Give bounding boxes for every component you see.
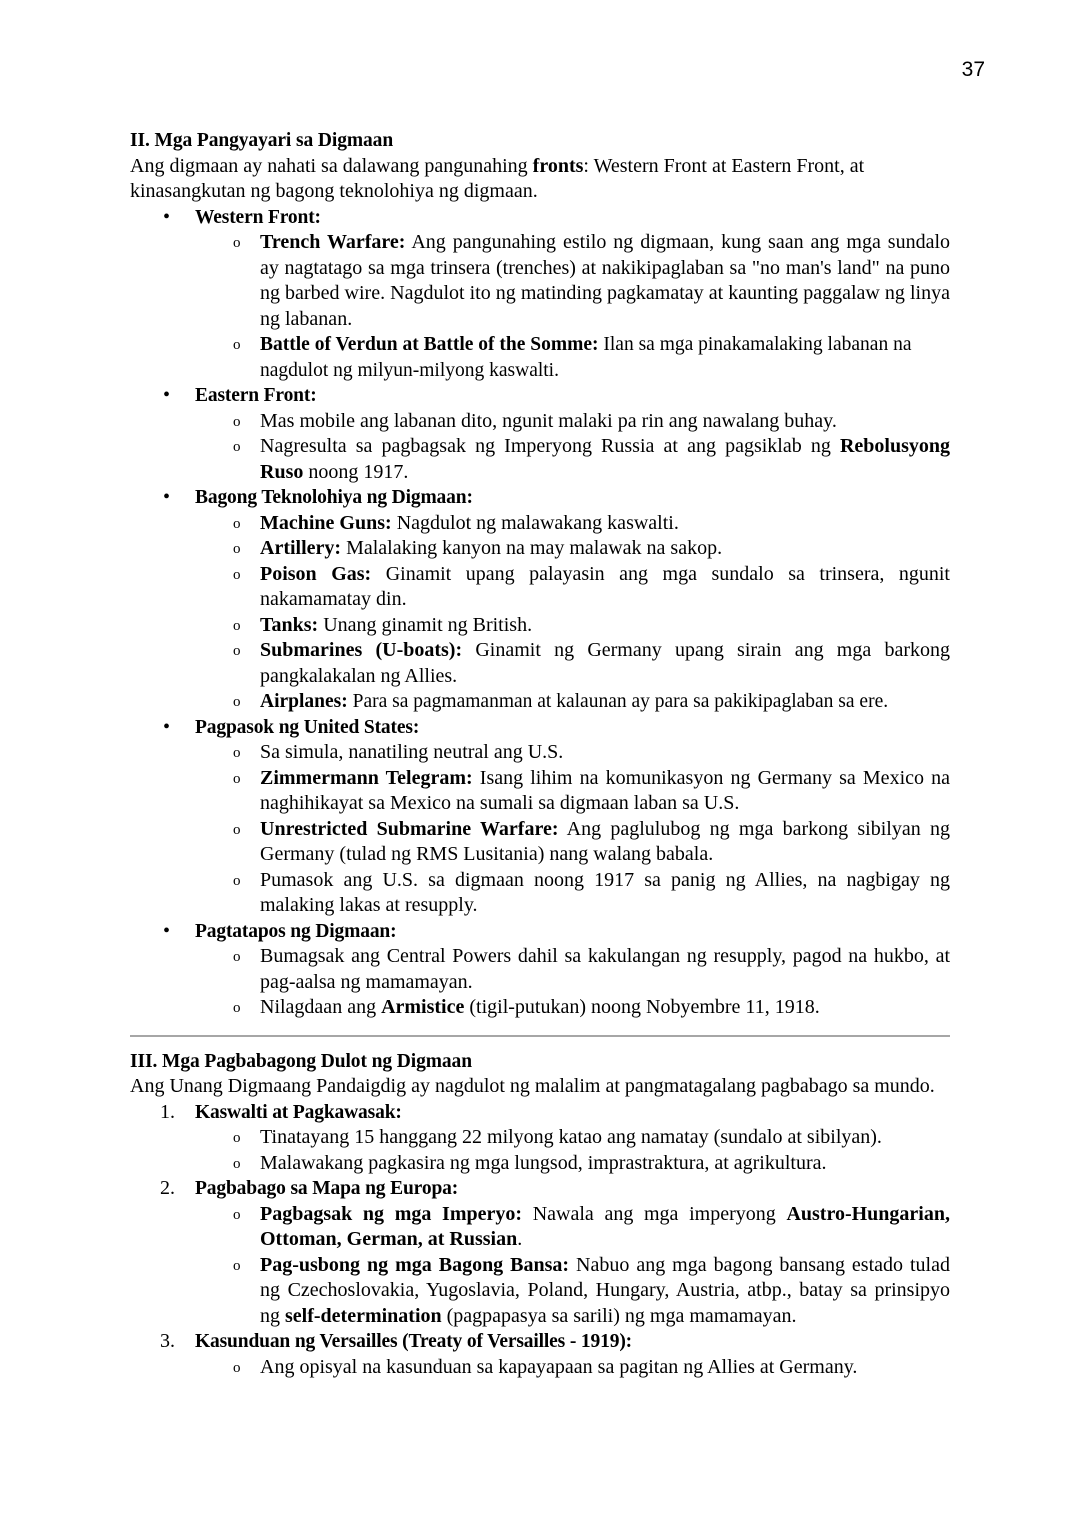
text-run: Ang Unang Digmaang Pandaigdig ay nagdulot ng malalim at pangmatagalang pagbabago sa mundo. [130,1075,935,1097]
sub-list-item-text [260,740,950,766]
list-item [130,715,950,919]
document-content [130,128,950,1380]
sub-list-item [195,1202,950,1253]
sub-list-item-text [260,638,950,689]
list-item [130,485,950,715]
text-run: Ginamit upang palayasin ang mga sundalo sa trinsera, ngunit nakamamatay din. [260,562,950,610]
list-number: 3. [160,1330,175,1352]
list-item-label: Eastern Front: [195,385,317,406]
text-run: Nawala ang mga imperyong [522,1202,787,1225]
circle-bullet-icon: o [233,1130,241,1146]
sub-list-item [195,1253,950,1330]
circle-bullet-icon: o [233,617,241,634]
section-heading: III. Mga Pagbabagong Dulot ng Digmaan [130,1050,472,1072]
section-heading: II. Mga Pangyayari sa Digmaan [130,130,394,151]
circle-bullet-icon: o [233,694,241,710]
text-run: : Western Front at Eastern Front, at kinasangkutan ng bagong teknolohiya ng digmaan. [130,154,865,202]
text-run: (tigil-putukan) noong Nobyembre 11, 1918. [464,996,820,1018]
bullet-icon: • [163,205,171,228]
sub-list [195,1355,950,1381]
list-item [130,1176,950,1329]
sub-list-item-text [260,230,950,332]
sub-list [195,740,950,919]
text-run: Para sa pagmamanman at kalaunan ay para sa pakikipaglaban sa ere. [347,690,889,712]
list-item-label: Pagbabago sa Mapa ng Europa: [195,1178,459,1199]
sub-list [195,409,950,486]
circle-bullet-icon: o [233,413,241,430]
list-item-label: Kasunduan ng Versailles (Treaty of Versailles - 1919): [195,1331,633,1352]
text-bold: Battle of Verdun at Battle of the Somme: [260,333,599,355]
text-bold: Artillery: [260,537,342,559]
sub-list-item-text [260,434,950,485]
sub-list-item-text [260,689,933,715]
list-number: 1. [160,1100,175,1123]
text-bold: Poison Gas: [260,562,372,585]
text-bold: fronts [532,154,584,177]
text-run: noong 1917. [303,460,409,483]
text-bold: Tanks: [260,613,319,636]
sub-list-item-text [260,409,950,435]
circle-bullet-icon: o [233,1359,241,1376]
sub-list-item-text [260,944,950,995]
section-intro [130,154,950,205]
text-bold: Machine Guns: [260,511,392,534]
text-bold: Pag-usbong ng mga Bagong Bansa: [260,1253,570,1276]
text-bold: Trench Warfare: [260,231,406,253]
circle-bullet-icon: o [233,821,241,838]
text-run: Tinatayang 15 hanggang 22 milyong katao ang namatay (sundalo at sibilyan). [260,1126,882,1148]
circle-bullet-icon: o [233,439,241,455]
sub-list-item-text [260,536,950,562]
sub-list [195,511,950,715]
sub-list-item [195,817,950,868]
sub-list [195,1202,950,1330]
sub-list-item [195,1151,950,1177]
text-run: Bumagsak ang Central Powers dahil sa kakulangan ng resupply, pagod na hukbo, at pag-aalsa ng mamamayan. [260,945,950,993]
sub-list [195,944,950,1021]
circle-bullet-icon: o [233,872,241,889]
page-number: 37 [961,58,985,81]
text-run: Unang ginamit ng British. [318,613,533,636]
text-run: Ilan sa mga pinakamalaking labanan na nagdulot ng milyun-milyong kaswalti. [260,333,912,381]
bullet-icon: • [163,715,171,738]
bullet-icon: • [163,919,171,942]
text-run: Mas mobile ang labanan dito, ngunit malaki pa rin ang nawalang buhay. [260,409,837,432]
circle-bullet-icon: o [233,566,241,583]
sub-list-item-text [260,1125,950,1151]
sub-list-item-text [260,332,933,383]
sub-list-item [195,689,950,715]
numbered-list [130,1100,950,1381]
text-bold: Pagbagsak ng mga Imperyo: [260,1202,523,1225]
sub-list [195,1125,950,1176]
sub-list-item [195,766,950,817]
sub-list-item-text [260,868,950,919]
sub-list-item [195,1355,950,1381]
text-run: Nabuo ang mga bagong bansang estado tulad ng Czechoslovakia, Yugoslavia, Poland, Hungary, Austria, atbp., batay sa prinsipyo ng [260,1253,950,1327]
sub-list-item [195,332,950,383]
sub-list-item [195,536,950,562]
text-run: (pagpapasya sa sarili) ng mga mamamayan. [441,1304,797,1327]
circle-bullet-icon: o [233,1206,241,1223]
sub-list-item-text [260,766,950,817]
list-item-label: Bagong Teknolohiya ng Digmaan: [195,487,473,508]
text-run: Ang paglulubog ng mga barkong sibilyan ng Germany (tulad ng RMS Lusitania) nang walang babala. [260,817,950,865]
sub-list-item [195,995,950,1021]
circle-bullet-icon: o [233,515,241,532]
sub-list-item-text [260,562,950,613]
list-item [130,205,950,384]
text-run: Nagdulot ng malawakang kaswalti. [391,511,679,534]
sub-list-item-text [260,1253,950,1330]
sub-list-item [195,638,950,689]
text-run: Ginamit ng Germany upang sirain ang mga barkong pangkalakalan ng Allies. [260,639,950,687]
sub-list-item [195,409,950,435]
sub-list-item [195,740,950,766]
text-bold: Unrestricted Submarine Warfare: [260,817,559,840]
text-bold: self-determination [285,1304,442,1327]
bullet-icon: • [163,486,171,508]
list-item [130,1329,950,1380]
sub-list-item [195,434,950,485]
sub-list-item [195,562,950,613]
sub-list [195,230,950,383]
list-item-label: Kaswalti at Pagkawasak: [195,1101,402,1123]
circle-bullet-icon: o [233,235,241,251]
sub-list-item [195,230,950,332]
circle-bullet-icon: o [233,1155,241,1172]
text-run: . [517,1228,523,1250]
text-bold: Rebolusyong Ruso [260,435,950,483]
section-intro [130,1074,950,1100]
circle-bullet-icon: o [233,949,241,965]
text-run: Nilagdaan ang [260,996,382,1018]
text-run: Sa simula, nanatiling neutral ang U.S. [260,741,564,763]
text-bold: Airplanes: [260,690,348,712]
circle-bullet-icon: o [233,643,241,659]
bulleted-list [130,205,950,1021]
sub-list-item [195,868,950,919]
sub-list-item [195,1125,950,1151]
list-item-label: Pagtatapos ng Digmaan: [195,920,397,942]
circle-bullet-icon: o [233,770,241,787]
text-run: Ang opisyal na kasunduan sa kapayapaan sa pagitan ng Allies at Germany. [260,1355,858,1378]
text-bold: Armistice [381,996,465,1018]
sub-list-item-text [260,995,950,1021]
text-run: Malawakang pagkasira ng mga lungsod, imprastraktura, at agrikultura. [260,1151,827,1174]
circle-bullet-icon: o [233,1000,241,1016]
text-run: Isang lihim na komunikasyon ng Germany sa Mexico na naghihikayat sa Mexico na sumali sa digmaan laban sa U.S. [260,766,950,814]
list-item-label: Western Front: [195,206,321,228]
text-run: Ang digmaan ay nahati sa dalawang pangunahing [130,154,533,177]
text-run: Pumasok ang U.S. sa digmaan noong 1917 sa panig ng Allies, na nagbigay ng malaking lakas at resupply. [260,868,950,916]
circle-bullet-icon: o [233,745,241,761]
sub-list-item [195,944,950,995]
sub-list-item-text [260,511,950,537]
list-item-label: Pagpasok ng United States: [195,716,420,738]
sub-list-item [195,613,950,639]
text-bold: Zimmermann Telegram: [260,766,473,789]
text-run: Ang pangunahing estilo ng digmaan, kung saan ang mga sundalo ay nagtatago sa mga trinsera (trenches) at nakikipaglaban sa "no man's land" na puno ng barbed wire. Nagdulot ito ng matinding pagkamatay at kaunting paggalaw ng linya ng labanan. [260,231,950,330]
text-run: Nagresulta sa pagbagsak ng Imperyong Russia at ang pagsiklab ng [260,435,840,457]
sub-list-item-text [260,817,950,868]
section-divider [130,1035,950,1037]
text-bold: Austro-Hungarian, Ottoman, German, at Russian [260,1202,950,1250]
sub-list-item-text [260,1355,950,1381]
circle-bullet-icon: o [233,337,241,353]
sub-list-item-text [260,1202,950,1253]
circle-bullet-icon: o [233,1257,241,1274]
bullet-icon: • [163,384,171,406]
list-item [130,919,950,1021]
list-item [130,383,950,485]
sub-list-item-text [260,613,950,639]
sub-list-item [195,511,950,537]
text-run: Malalaking kanyon na may malawak na sakop. [341,537,723,559]
text-bold: Submarines (U-boats): [260,639,463,661]
sub-list-item-text [260,1151,950,1177]
list-item [130,1100,950,1177]
circle-bullet-icon: o [233,541,241,557]
list-number: 2. [160,1177,175,1199]
